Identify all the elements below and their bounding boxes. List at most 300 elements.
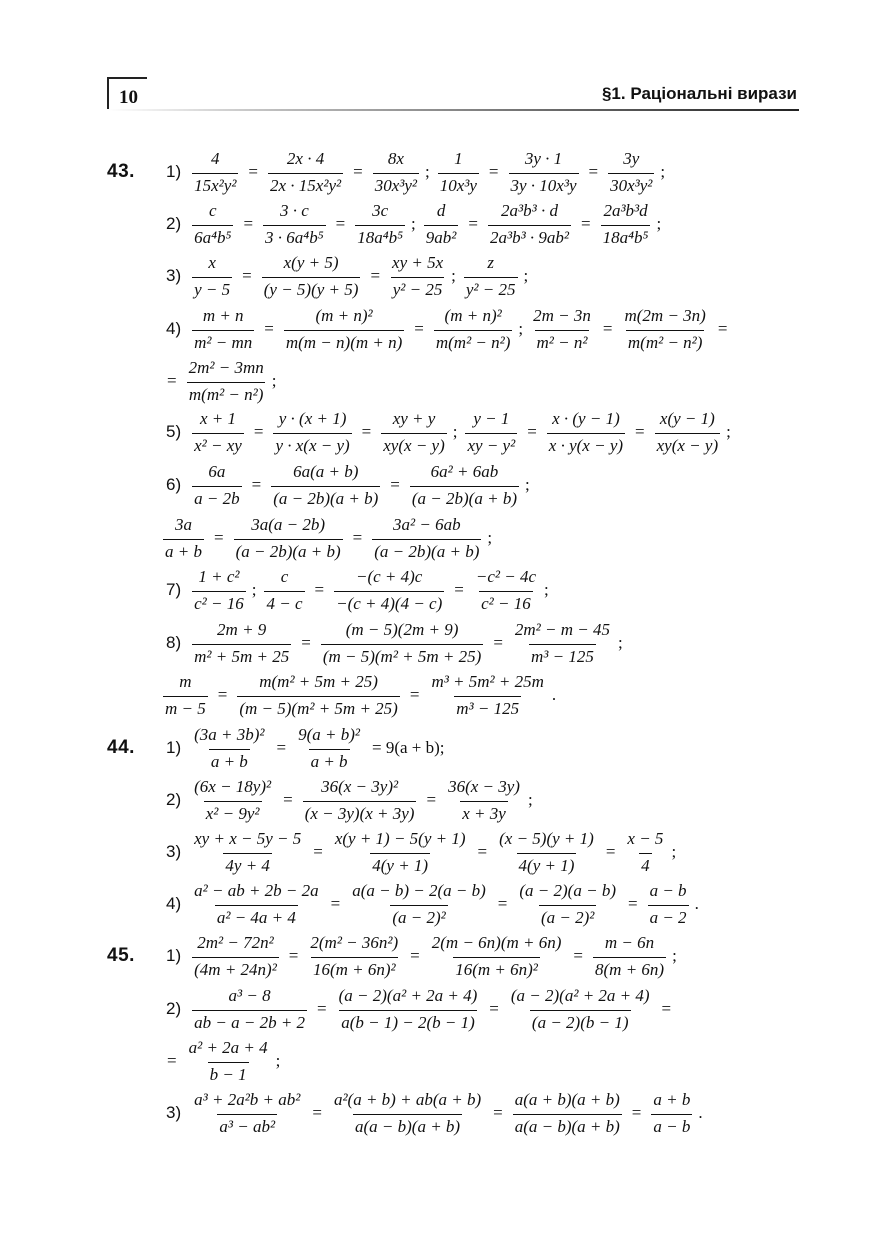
fraction: [446, 777, 522, 824]
solution-line: [166, 828, 681, 876]
operator: ;: [660, 162, 666, 181]
part-label: 6): [166, 475, 182, 494]
solution-line: [166, 724, 452, 772]
numerator: (m + n)²: [315, 305, 373, 325]
fraction: [192, 620, 291, 667]
fraction: [465, 409, 517, 456]
denominator: (a − 2b)(a + b): [372, 539, 481, 562]
numerator: 3c: [372, 200, 389, 220]
denominator: (a − 2b)(a + b): [410, 486, 519, 509]
fraction: [651, 1090, 692, 1137]
fraction: [337, 986, 480, 1033]
numerator: −c² − 4c: [475, 566, 536, 586]
fraction: [303, 777, 417, 824]
denominator: xy − y²: [465, 433, 517, 456]
fraction: [531, 306, 593, 353]
numerator: (3a + 3b)²: [194, 724, 265, 744]
fraction: [163, 672, 208, 719]
fraction: [547, 409, 625, 456]
numerator: 2(m − 6n)(m + 6n): [431, 932, 562, 952]
denominator: a(b − 1) − 2(b − 1): [339, 1010, 477, 1033]
operator: =: [288, 946, 299, 965]
numerator: (a − 2)(a² + 2a + 4): [338, 985, 478, 1005]
fraction: [434, 306, 513, 353]
denominator: (m − 5)(m² + 5m + 25): [237, 696, 400, 719]
operator: =: [497, 894, 508, 913]
fraction: [429, 672, 545, 719]
numerator: 6a(a + b): [293, 461, 359, 481]
fraction: [655, 409, 720, 456]
solution-line: [166, 619, 628, 667]
numerator: d: [436, 200, 446, 220]
fraction: [296, 725, 362, 772]
numerator: (m + n)²: [444, 305, 502, 325]
fraction: [497, 829, 596, 876]
operator: =: [317, 999, 327, 1018]
fraction: [464, 253, 518, 300]
solution-line: [166, 408, 736, 456]
denominator: a − 2: [648, 905, 689, 928]
fraction: [513, 1090, 622, 1137]
denominator: 30x³y²: [608, 173, 654, 196]
denominator: 4y + 4: [223, 853, 272, 876]
part-label: 2): [166, 790, 182, 809]
page-number: 10: [107, 77, 147, 111]
fraction: [410, 462, 519, 509]
numerator: m³ + 5m² + 25m: [431, 671, 544, 691]
fraction: [192, 1090, 302, 1137]
fraction: [608, 149, 654, 196]
denominator: 2x · 15x²y²: [268, 173, 343, 196]
denominator: y² − 25: [391, 277, 445, 300]
operator: = 9(a + b);: [372, 738, 445, 757]
fraction: [268, 149, 343, 196]
fraction: [187, 358, 266, 405]
operator: =: [588, 162, 599, 181]
numerator: m(2m − 3n): [624, 305, 706, 325]
fraction: [262, 253, 361, 300]
fraction: [271, 462, 380, 509]
fraction: [273, 409, 351, 456]
denominator: 16(m + 6n)²: [453, 957, 540, 980]
numerator: x − 5: [627, 828, 664, 848]
operator: =: [335, 214, 346, 233]
operator: ;: [487, 528, 493, 547]
numerator: 4: [211, 148, 220, 168]
numerator: (a − 2)(a − b): [519, 880, 616, 900]
solution-line: [166, 305, 734, 353]
numerator: c: [209, 200, 217, 220]
denominator: x · y(x − y): [547, 433, 625, 456]
numerator: (m − 5)(2m + 9): [345, 619, 459, 639]
fraction: [284, 306, 404, 353]
denominator: y − 5: [192, 277, 232, 300]
operator: ;: [452, 422, 458, 441]
operator: =: [167, 1051, 177, 1070]
operator: =: [390, 475, 400, 494]
denominator: a − b: [651, 1114, 692, 1137]
section-title: §1. Раціональні вирази: [601, 84, 797, 103]
solution-line: [160, 514, 497, 562]
fraction: [308, 933, 400, 980]
fraction: [163, 515, 204, 562]
operator: ;: [451, 266, 456, 285]
part-label: 5): [166, 422, 182, 441]
solution-line: [166, 200, 666, 248]
operator: =: [717, 319, 728, 338]
numerator: 3y: [623, 148, 640, 168]
numerator: 9(a + b)²: [298, 724, 360, 744]
denominator: m(m − n)(m + n): [284, 330, 404, 353]
part-label: 1): [166, 162, 182, 181]
operator: ;: [251, 580, 257, 599]
fraction: [321, 620, 484, 667]
denominator: a + b: [309, 749, 350, 772]
numerator: 3y · 1: [524, 148, 563, 168]
numerator: 3a(a − 2b): [251, 514, 326, 534]
numerator: a³ − 8: [228, 985, 271, 1005]
operator: =: [283, 790, 293, 809]
numerator: a(a − b) − 2(a − b): [352, 880, 486, 900]
denominator: a³ − ab²: [217, 1114, 277, 1137]
part-label: 7): [166, 580, 182, 599]
operator: =: [301, 633, 311, 652]
operator: =: [312, 1103, 322, 1122]
denominator: (m − 5)(m² + 5m + 25): [321, 644, 484, 667]
fraction: [517, 881, 618, 928]
problem-number: 44.: [107, 737, 135, 758]
fraction: [192, 777, 273, 824]
numerator: x + 1: [199, 408, 236, 428]
fraction: [488, 201, 571, 248]
denominator: m³ − 125: [529, 644, 596, 667]
numerator: 2a³b³d: [603, 200, 648, 220]
fraction: [264, 567, 304, 614]
part-label: 4): [166, 894, 182, 913]
operator: ;: [518, 319, 524, 338]
operator: .: [698, 1103, 703, 1122]
numerator: −(c + 4)c: [356, 566, 423, 586]
part-label: 3): [166, 266, 182, 285]
denominator: m² − n²: [535, 330, 590, 353]
denominator: a(a − b)(a + b): [353, 1114, 462, 1137]
fraction: [192, 201, 233, 248]
operator: ;: [726, 422, 731, 441]
numerator: 3a² − 6ab: [393, 514, 461, 534]
numerator: x(y + 5): [283, 252, 339, 272]
denominator: 4 − c: [264, 591, 304, 614]
fraction: [513, 620, 612, 667]
denominator: m² + 5m + 25: [192, 644, 291, 667]
numerator: c: [280, 566, 289, 586]
fraction: [390, 253, 445, 300]
denominator: 4: [639, 853, 652, 876]
operator: =: [635, 422, 645, 441]
solution-line: [160, 671, 561, 719]
operator: ;: [411, 214, 416, 233]
denominator: 2a³b³ · 9ab²: [488, 225, 571, 248]
operator: ;: [671, 842, 677, 861]
part-label: 1): [166, 946, 182, 965]
numerator: 2(m² − 36n²): [310, 932, 399, 952]
numerator: a + b: [653, 1089, 691, 1109]
fraction: [333, 829, 468, 876]
operator: =: [276, 738, 287, 757]
operator: ;: [656, 214, 662, 233]
fraction: [192, 986, 307, 1033]
numerator: y − 1: [473, 408, 510, 428]
operator: =: [631, 1103, 642, 1122]
denominator: 16(m + 6n)²: [311, 957, 398, 980]
numerator: 2m² − m − 45: [514, 619, 610, 639]
denominator: 30x³y²: [373, 173, 419, 196]
numerator: m + n: [202, 305, 244, 325]
denominator: ab − a − 2b + 2: [192, 1010, 307, 1033]
problem-number: 45.: [107, 945, 135, 966]
operator: =: [661, 999, 672, 1018]
operator: =: [243, 214, 254, 233]
part-label: 3): [166, 842, 182, 861]
operator: =: [414, 319, 424, 338]
operator: =: [370, 266, 381, 285]
operator: =: [493, 633, 503, 652]
operator: .: [551, 685, 557, 704]
denominator: (a − 2)(b − 1): [530, 1010, 631, 1033]
denominator: x² − xy: [192, 433, 244, 456]
solution-line: [160, 1037, 285, 1085]
fraction: [192, 149, 238, 196]
numerator: 2m − 3n: [533, 305, 591, 325]
operator: ;: [544, 580, 549, 599]
numerator: 2a³b³ · d: [501, 200, 558, 220]
fraction: [192, 881, 321, 928]
operator: =: [581, 214, 591, 233]
operator: =: [330, 894, 341, 913]
numerator: 36(x − 3y): [448, 776, 520, 796]
numerator: x · (y − 1): [552, 408, 620, 428]
denominator: xy(x − y): [381, 433, 446, 456]
operator: =: [213, 528, 224, 547]
solution-line: [166, 566, 554, 614]
operator: =: [468, 214, 478, 233]
solution-line: [166, 880, 704, 928]
fraction: [648, 881, 689, 928]
denominator: (y − 5)(y + 5): [262, 277, 361, 300]
fraction: [355, 201, 405, 248]
denominator: (4m + 24n)²: [192, 957, 279, 980]
denominator: xy(x − y): [655, 433, 720, 456]
fraction: [350, 881, 488, 928]
denominator: x + 3y: [460, 801, 508, 824]
fraction: [474, 567, 538, 614]
solution-line: [166, 776, 538, 824]
denominator: −(c + 4)(4 − c): [334, 591, 444, 614]
denominator: (a − 2)²: [539, 905, 596, 928]
operator: =: [573, 946, 583, 965]
fraction: [192, 462, 241, 509]
denominator: 15x²y²: [192, 173, 238, 196]
fraction: [192, 567, 246, 614]
part-label: 2): [166, 214, 182, 233]
operator: =: [410, 946, 420, 965]
denominator: 4(y + 1): [370, 853, 430, 876]
numerator: a(a + b)(a + b): [514, 1089, 620, 1109]
denominator: m(m² − n²): [434, 330, 513, 353]
fraction: [192, 829, 303, 876]
denominator: a + b: [163, 539, 204, 562]
denominator: m² − mn: [192, 330, 254, 353]
denominator: a − 2b: [192, 486, 241, 509]
denominator: 6a⁴b⁵: [192, 225, 233, 248]
part-label: 4): [166, 319, 182, 338]
numerator: 2m² − 3mn: [188, 357, 264, 377]
denominator: (a − 2b)(a + b): [234, 539, 343, 562]
numerator: a² + 2a + 4: [188, 1037, 268, 1057]
numerator: (x − 5)(y + 1): [499, 828, 594, 848]
numerator: x(y + 1) − 5(y + 1): [334, 828, 466, 848]
denominator: b − 1: [208, 1062, 249, 1085]
part-label: 2): [166, 999, 182, 1018]
numerator: (6x − 18y)²: [194, 776, 272, 796]
solution-line: [166, 1089, 708, 1137]
denominator: 18a⁴b⁵: [601, 225, 651, 248]
solution-line: [166, 148, 670, 196]
operator: ;: [672, 946, 677, 965]
solution-line: [166, 985, 678, 1033]
numerator: x: [208, 252, 216, 272]
fraction: [192, 409, 244, 456]
denominator: 10x³y: [438, 173, 479, 196]
operator: =: [477, 842, 488, 861]
operator: ;: [275, 1051, 281, 1070]
denominator: c² − 16: [479, 591, 533, 614]
fraction: [593, 933, 666, 980]
numerator: (a − 2)(a² + 2a + 4): [510, 985, 650, 1005]
numerator: 6a² + 6ab: [430, 461, 499, 481]
operator: =: [426, 790, 437, 809]
denominator: a + b: [209, 749, 250, 772]
denominator: m − 5: [163, 696, 208, 719]
numerator: 36(x − 3y)²: [321, 776, 399, 796]
operator: ;: [271, 371, 277, 390]
solution-line: [166, 252, 533, 300]
operator: =: [251, 475, 262, 494]
part-label: 1): [166, 738, 182, 757]
fraction: [509, 149, 579, 196]
denominator: 18a⁴b⁵: [355, 225, 405, 248]
denominator: c² − 16: [192, 591, 246, 614]
numerator: m − 6n: [604, 932, 655, 952]
operator: =: [527, 422, 537, 441]
numerator: 8x: [387, 148, 404, 168]
denominator: m(m² − n²): [187, 382, 266, 405]
fraction: [192, 725, 266, 772]
operator: ;: [618, 633, 623, 652]
denominator: 9ab²: [424, 225, 459, 248]
denominator: 3y · 10x³y: [509, 173, 579, 196]
fraction: [234, 515, 343, 562]
numerator: 3 · c: [279, 200, 309, 220]
operator: ;: [524, 475, 530, 494]
operator: =: [217, 685, 228, 704]
header-rule: [107, 109, 799, 111]
operator: =: [264, 319, 274, 338]
operator: =: [313, 842, 323, 861]
denominator: x² − 9y²: [204, 801, 262, 824]
operator: =: [248, 162, 259, 181]
denominator: (a − 2b)(a + b): [271, 486, 380, 509]
numerator: 2m + 9: [217, 619, 267, 639]
fraction: [263, 201, 326, 248]
numerator: a²(a + b) + ab(a + b): [333, 1089, 482, 1109]
numerator: xy + y: [392, 408, 436, 428]
denominator: m³ − 125: [454, 696, 521, 719]
numerator: a² − ab + 2b − 2a: [194, 880, 319, 900]
operator: =: [488, 162, 499, 181]
fraction: [509, 986, 652, 1033]
operator: =: [409, 685, 420, 704]
numerator: a − b: [649, 880, 687, 900]
operator: =: [314, 580, 325, 599]
part-label: 8): [166, 633, 182, 652]
denominator: y · x(x − y): [273, 433, 351, 456]
numerator: 6a: [208, 461, 226, 481]
operator: =: [493, 1103, 503, 1122]
operator: =: [627, 894, 638, 913]
operator: .: [694, 894, 699, 913]
fraction: [334, 567, 444, 614]
denominator: a(a − b)(a + b): [513, 1114, 622, 1137]
denominator: 4(y + 1): [517, 853, 577, 876]
operator: ;: [523, 266, 529, 285]
denominator: (a − 2)²: [390, 905, 447, 928]
operator: =: [489, 999, 499, 1018]
numerator: m(m² + 5m + 25): [259, 671, 378, 691]
denominator: 8(m + 6n): [593, 957, 666, 980]
numerator: 1: [454, 148, 463, 168]
problem-number: 43.: [107, 161, 135, 182]
numerator: 1 + c²: [198, 566, 240, 586]
fraction: [622, 306, 707, 353]
fraction: [601, 201, 651, 248]
numerator: x(y − 1): [659, 408, 715, 428]
denominator: y² − 25: [464, 277, 518, 300]
operator: =: [605, 842, 616, 861]
solution-line: [166, 461, 535, 509]
fraction: [424, 201, 459, 248]
numerator: m: [179, 671, 192, 691]
fraction: [381, 409, 446, 456]
fraction: [192, 306, 254, 353]
numerator: z: [487, 252, 494, 272]
operator: =: [454, 580, 464, 599]
operator: =: [253, 422, 264, 441]
operator: =: [352, 528, 363, 547]
numerator: xy + x − 5y − 5: [194, 828, 302, 848]
numerator: xy + 5x: [392, 252, 444, 272]
denominator: a² − 4a + 4: [215, 905, 298, 928]
numerator: 2x · 4: [286, 148, 325, 168]
denominator: m(m² − n²): [626, 330, 705, 353]
fraction: [373, 149, 419, 196]
fraction: [192, 933, 279, 980]
operator: ;: [527, 790, 533, 809]
numerator: 2m² − 72n²: [197, 932, 274, 952]
fraction: [332, 1090, 483, 1137]
fraction: [187, 1038, 270, 1085]
denominator: (x − 3y)(x + 3y): [303, 801, 417, 824]
fraction: [430, 933, 564, 980]
